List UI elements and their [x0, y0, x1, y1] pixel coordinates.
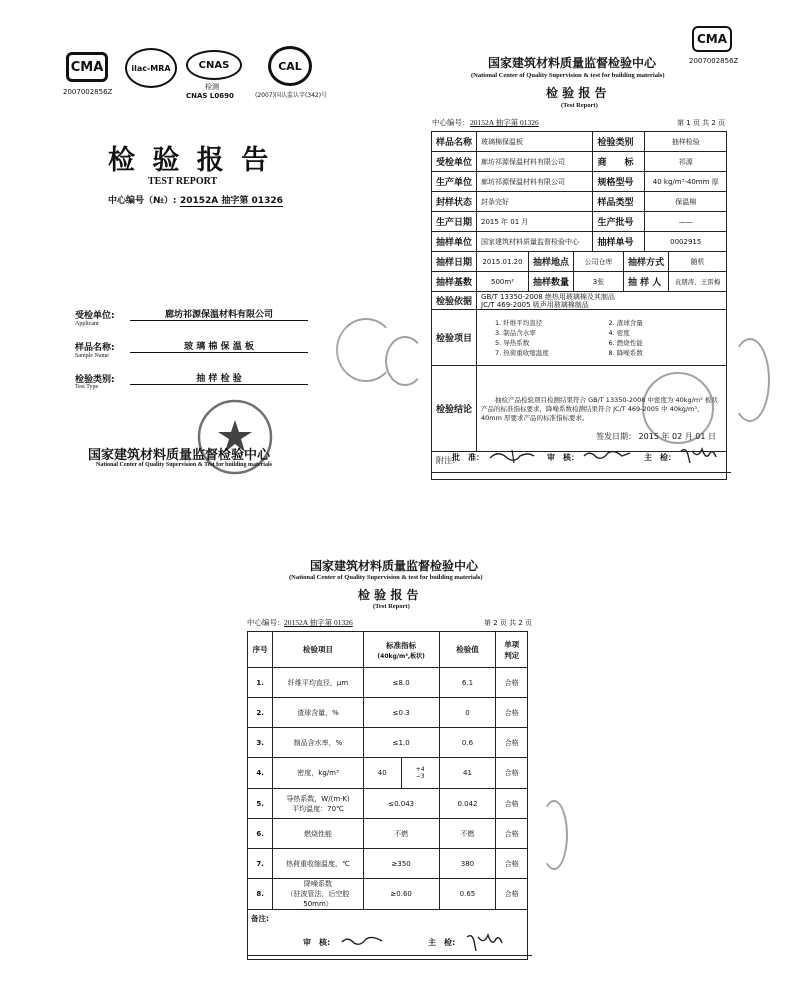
- cover-center-name: 国家建筑材料质量监督检验中心: [88, 448, 271, 463]
- cell-value: 廊坊祁源保温材料有限公司: [477, 152, 593, 172]
- applicant-label: 受检单位:: [75, 311, 115, 321]
- cell-label: 样品类型: [593, 192, 645, 212]
- table-row: [248, 879, 528, 910]
- note-label: 附注：: [436, 456, 460, 465]
- p1-code-label: 中心编号：: [432, 118, 470, 127]
- cell-label: 生产批号: [593, 212, 645, 232]
- cell-value: 公司仓库: [574, 252, 624, 272]
- cell-value: 40 kg/m³-40mm 厚: [645, 172, 727, 192]
- cell-value: 2015 年 01 月: [477, 212, 593, 232]
- cell-item: [273, 789, 364, 819]
- type-en: Test Type: [75, 384, 99, 390]
- p1-bottom-line: [431, 472, 731, 473]
- cover-title-en: TEST REPORT: [148, 176, 218, 187]
- cell-val: 0: [439, 698, 496, 728]
- inspect-signature: [678, 445, 718, 465]
- cell-no: 8.: [248, 879, 273, 910]
- p2-title-en: (Test Report): [373, 603, 410, 610]
- cell-item-line: 制品含水率，%: [293, 738, 343, 747]
- cell-label: 抽样日期: [432, 252, 477, 272]
- col-std-title: 标准指标: [386, 640, 417, 650]
- cell-judge: 合格: [496, 879, 528, 910]
- cell-label: 检验项目: [432, 310, 477, 366]
- cell-val: 6.1: [439, 668, 496, 698]
- basis-line: GB/T 13350-2008 绝热用玻璃棉及其制品: [481, 292, 615, 301]
- cma-code-small: 2007002856Z: [689, 57, 739, 65]
- cell-label: 抽样方式: [624, 252, 669, 272]
- table-row: [248, 758, 528, 789]
- p2-review-label: 审 核:: [303, 938, 331, 947]
- cell-judge: 合格: [496, 789, 528, 819]
- p1-center-name: 国家建筑材料质量监督检验中心: [488, 56, 657, 70]
- cell-item-line: 密度，kg/m³: [297, 769, 339, 777]
- p2-center-en: (National Center of Quality Supervision & test for building materials): [289, 574, 483, 581]
- cell-label: 检验结论: [432, 366, 477, 452]
- p1-edge-stamp: [385, 336, 425, 386]
- cell-std: ≤0.3: [363, 698, 439, 728]
- p1-page-no: 第 1 页 共 2 页: [677, 119, 726, 127]
- cell-item-line: 燃烧性能: [304, 829, 332, 838]
- test-item: 3. 制品含水率: [495, 329, 536, 337]
- p1-title: 检 验 报 告: [546, 86, 607, 100]
- cell-value: ——: [645, 212, 727, 232]
- cell-judge: 合格: [496, 668, 528, 698]
- basis-line: JC/T 469-2005 吸声用玻璃棉制品: [481, 300, 589, 309]
- cell-value: 500m²: [477, 272, 529, 292]
- cal-logo: CAL: [268, 46, 312, 86]
- cell-value: 袁朋涛、王雷梅: [669, 272, 727, 292]
- cell-value: 封条完好: [477, 192, 593, 212]
- applicant-en: Applicant: [75, 321, 99, 327]
- col-judge-2: 判定: [504, 650, 520, 660]
- cell-val: 0.6: [439, 728, 496, 758]
- cell-item-line: 降噪系数: [304, 880, 332, 888]
- cell-label: 封样状态: [432, 192, 477, 212]
- cell-label: 规格型号: [593, 172, 645, 192]
- cell-label: 样品名称: [432, 132, 477, 152]
- type-value: 抽 样 检 验: [130, 371, 308, 385]
- cell-value: 保温棉: [645, 192, 727, 212]
- cnas-sub: 检测: [205, 83, 219, 91]
- p2-code-value: 20152A 抽字第 01326: [284, 618, 353, 627]
- cell-label: 商 标: [593, 152, 645, 172]
- test-item: 8. 降噪系数: [608, 349, 643, 357]
- note-label: 备注:: [251, 914, 269, 923]
- cell-judge: 合格: [496, 728, 528, 758]
- cell-item-line: 50mm）: [303, 900, 333, 908]
- applicant-value: 廊坊祁源保温材料有限公司: [130, 307, 308, 321]
- p1-review-label: 审 核：: [547, 453, 579, 462]
- cell-value: 抽样检验: [645, 132, 727, 152]
- review-signature: [582, 447, 632, 463]
- col-val: 检验值: [439, 632, 496, 668]
- ilac-mra-logo: ilac-MRA: [125, 48, 177, 88]
- cell-value: 廊坊祁源保温材料有限公司: [477, 172, 593, 192]
- cell-value: [477, 310, 727, 366]
- p1-seal-stamp: [642, 372, 714, 444]
- cell-item: [273, 819, 364, 849]
- cell-std: ≤1.0: [363, 728, 439, 758]
- p1-info-table: [431, 131, 727, 252]
- cell-std: 不燃: [363, 819, 439, 849]
- type-label: 检验类别:: [75, 375, 115, 385]
- test-item: 2. 渣球含量: [608, 319, 643, 327]
- cell-no: 5.: [248, 789, 273, 819]
- table-row: [248, 819, 528, 849]
- col-item: 检验项目: [273, 632, 364, 668]
- conclusion-text: 抽检产品检验项目检测结果符合 GB/T 13350-2008 中密度为 40kg/m³ 板状产品的标准指标要求，降噪系数检测结果符合 JC/T 469-2005 中 40kg/m³、40mm 厚要求产品的标准指标要求。: [481, 396, 718, 422]
- cell-judge: 合格: [496, 698, 528, 728]
- cell-label: 抽样地点: [529, 252, 574, 272]
- cell-item-line: 导热系数，W/(m·K): [286, 794, 350, 803]
- cell-std: ≤0.043: [363, 789, 439, 819]
- cell-val: 0.042: [439, 789, 496, 819]
- cell-value: 随机: [669, 252, 727, 272]
- p2-code-label: 中心编号：: [247, 618, 285, 627]
- cell-no: 1.: [248, 668, 273, 698]
- cell-item: [273, 728, 364, 758]
- cell-val: 41: [439, 758, 496, 789]
- cover-center-en: National Center of Quality Supervision & Test for building materials: [96, 462, 272, 468]
- cell-label: 生产日期: [432, 212, 477, 232]
- cell-label: 抽样数量: [529, 272, 574, 292]
- cell-std: ≤8.0: [363, 668, 439, 698]
- cell-label: 抽样单位: [432, 232, 477, 252]
- test-item: 5. 导热系数: [495, 339, 530, 347]
- p2-page-no: 第 2 页 共 2 页: [484, 619, 533, 627]
- p1-title-en: (Test Report): [561, 102, 598, 109]
- cell-label: 抽 样 人: [624, 272, 669, 292]
- sample-value: 玻 璃 棉 保 温 板: [130, 339, 308, 353]
- cma-logo-small: CMA: [692, 26, 732, 52]
- cell-judge: 合格: [496, 849, 528, 879]
- test-item: 1. 纤维平均直径: [495, 319, 543, 327]
- cell-std: ≥350: [363, 849, 439, 879]
- cell-label: 生产单位: [432, 172, 477, 192]
- col-judge: [496, 632, 528, 668]
- cell-std: ≥0.60: [363, 879, 439, 910]
- cell-no: 7.: [248, 849, 273, 879]
- cell-item-line: 渣球含量，%: [297, 708, 339, 717]
- p1-approve-label: 批 准：: [452, 453, 484, 462]
- approve-signature: [488, 448, 536, 464]
- cma-code: 2007002856Z: [63, 88, 113, 96]
- cnas-logo: CNAS: [186, 50, 242, 80]
- cell-item: [273, 879, 364, 910]
- cover-code-value: 20152A 抽字第 01326: [180, 193, 283, 207]
- cell-item-line: （驻波管法，后空腔: [286, 890, 350, 898]
- cell-val: 不燃: [439, 819, 496, 849]
- items-grid: [481, 318, 722, 357]
- p1-inspect-label: 主 检：: [644, 453, 676, 462]
- p2-edge-stamp: [540, 800, 568, 870]
- cell-value: 祁源: [645, 152, 727, 172]
- cell-no: 6.: [248, 819, 273, 849]
- cell-item: [273, 668, 364, 698]
- cell-item-line: 纤维平均直径，μm: [287, 678, 349, 687]
- cell-value: 3张: [574, 272, 624, 292]
- cell-item: [273, 849, 364, 879]
- cover-title: 检 验 报 告: [108, 145, 273, 176]
- test-item: 7. 热荷重收缩温度: [495, 349, 549, 357]
- cell-no: 2.: [248, 698, 273, 728]
- cell-no: 4.: [248, 758, 273, 789]
- table-row: [248, 789, 528, 819]
- p2-bottom-line: [247, 955, 532, 956]
- cell-label: 抽样基数: [432, 272, 477, 292]
- cell-item-line: 热荷重收缩温度，℃: [286, 859, 350, 868]
- cell-no: 3.: [248, 728, 273, 758]
- table-row: [248, 668, 528, 698]
- p2-inspect-label: 主 检:: [428, 938, 456, 947]
- p2-review-signature: [340, 933, 384, 949]
- cell-judge: 合格: [496, 758, 528, 789]
- cnas-code: CNAS L0690: [186, 92, 234, 100]
- cell-value: [477, 292, 727, 310]
- cell-std-tol-down: −3: [415, 773, 425, 780]
- cell-std-tol-up: +4: [415, 766, 425, 773]
- test-item: 4. 密度: [608, 329, 630, 337]
- p2-title: 检 验 报 告: [358, 588, 419, 602]
- p1-code-value: 20152A 抽字第 01326: [470, 118, 539, 127]
- p1-sampling-table: [431, 251, 727, 292]
- cal-code: (2007)国认监认字(342)号: [255, 92, 328, 99]
- cell-label: 检验依据: [432, 292, 477, 310]
- p2-inspect-signature: [464, 931, 504, 953]
- cell-label: 抽样单号: [593, 232, 645, 252]
- cell-value: 0002915: [645, 232, 727, 252]
- col-no: 序号: [248, 632, 273, 668]
- cell-val: 380: [439, 849, 496, 879]
- cell-item: [273, 698, 364, 728]
- cell-label: 受检单位: [432, 152, 477, 172]
- p2-center-name: 国家建筑材料质量监督检验中心: [310, 559, 479, 573]
- table-row: [248, 728, 528, 758]
- table-row: [248, 849, 528, 879]
- cell-value: 玻璃棉保温板: [477, 132, 593, 152]
- col-std-sub: (40kg/m³,板状): [377, 652, 425, 660]
- cell-judge: 合格: [496, 819, 528, 849]
- cell-std-base: 40: [364, 758, 402, 788]
- sign-date: 签发日期： 2015 年 02 月 01 日: [596, 432, 716, 441]
- cell-item-line: 平均温度：70℃: [292, 804, 344, 813]
- cell-value: 国家建筑材料质量监督检验中心: [477, 232, 593, 252]
- p1-center-en: (National Center of Quality Supervision & test for building materials): [471, 72, 665, 79]
- p2-results-table: [247, 631, 528, 960]
- sample-label: 样品名称:: [75, 343, 115, 353]
- sample-en: Sample Name: [75, 353, 109, 359]
- cell-item: [273, 758, 364, 789]
- col-judge-1: 单项: [504, 639, 520, 649]
- p1-right-stamp: [730, 338, 770, 422]
- cell-value: 2015.01.20: [477, 252, 529, 272]
- cover-code-label: 中心编号（№）:: [108, 196, 177, 206]
- cell-val: 0.65: [439, 879, 496, 910]
- table-row: [248, 698, 528, 728]
- col-std: [363, 632, 439, 668]
- cell-label: 检验类别: [593, 132, 645, 152]
- cell-std: [363, 758, 439, 789]
- test-item: 6. 燃烧性能: [608, 339, 643, 347]
- cma-logo: CMA: [66, 52, 108, 82]
